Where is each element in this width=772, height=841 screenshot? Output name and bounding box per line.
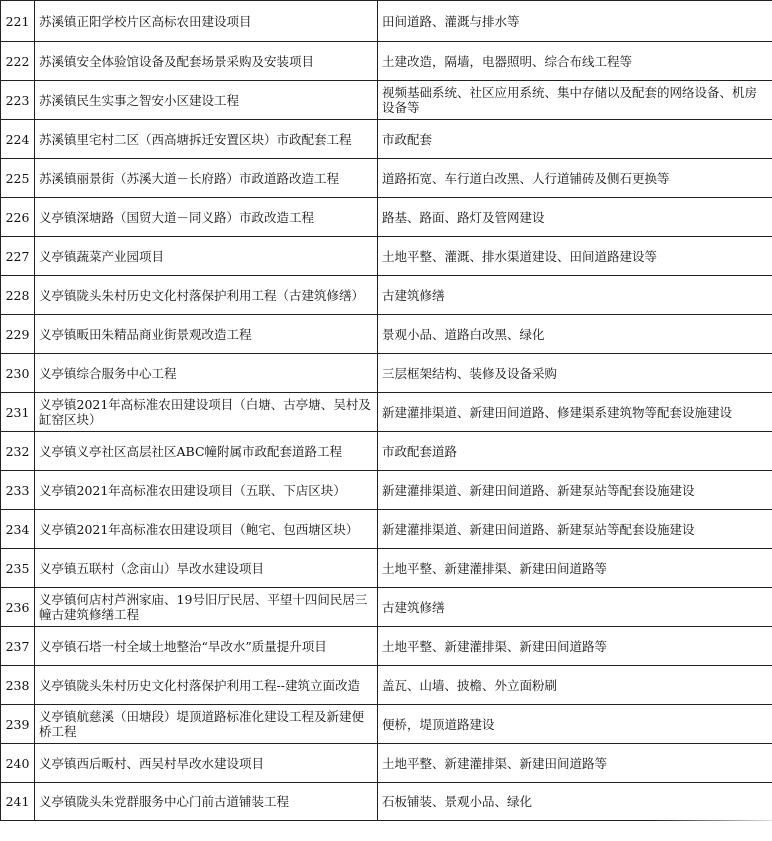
project-name-cell: 苏溪镇丽景街（苏溪大道－长府路）市政道路改造工程	[35, 159, 378, 198]
row-number-cell: 239	[1, 705, 35, 744]
construction-content-cell: 石板铺装、景观小品、绿化	[378, 783, 772, 821]
project-name-cell: 义亭镇五联村（念亩山）旱改水建设项目	[35, 549, 378, 588]
table-row	[1, 42, 772, 81]
project-name-cell: 苏溪镇民生实事之智安小区建设工程	[35, 81, 378, 120]
project-name-cell: 义亭镇深塘路（国贸大道－同义路）市政改造工程	[35, 198, 378, 237]
construction-content-cell: 视频基础系统、社区应用系统、集中存储以及配套的网络设备、机房设备等	[378, 81, 772, 120]
table-row	[1, 705, 772, 744]
table-row	[1, 666, 772, 705]
project-name-cell: 义亭镇综合服务中心工程	[35, 354, 378, 393]
project-name-cell: 义亭镇2021年高标准农田建设项目（五联、下店区块）	[35, 471, 378, 510]
project-name-cell: 义亭镇义亭社区高层社区ABC幢附属市政配套道路工程	[35, 432, 378, 471]
project-name-cell: 义亭镇畈田朱精品商业街景观改造工程	[35, 315, 378, 354]
row-number-cell: 225	[1, 159, 35, 198]
project-name-cell: 义亭镇石塔一村全域土地整治“旱改水”质量提升项目	[35, 627, 378, 666]
project-name-cell: 苏溪镇正阳学校片区高标农田建设项目	[35, 1, 378, 42]
project-name-cell: 义亭镇2021年高标准农田建设项目（鲍宅、包西塘区块）	[35, 510, 378, 549]
row-number-cell: 234	[1, 510, 35, 549]
table-row	[1, 588, 772, 627]
construction-content-cell: 土地平整、灌溉、排水渠道建设、田间道路建设等	[378, 237, 772, 276]
construction-content-cell: 新建灌排渠道、新建田间道路、修建渠系建筑物等配套设施建设	[378, 393, 772, 432]
row-number-cell: 226	[1, 198, 35, 237]
project-name-cell: 苏溪镇安全体验馆设备及配套场景采购及安装项目	[35, 42, 378, 81]
row-number-cell: 221	[1, 1, 35, 42]
construction-content-cell: 景观小品、道路白改黑、绿化	[378, 315, 772, 354]
table-row	[1, 159, 772, 198]
project-name-cell: 义亭镇2021年高标准农田建设项目（白塘、古亭塘、吴村及缸窑区块）	[35, 393, 378, 432]
construction-content-cell: 田间道路、灌溉与排水等	[378, 1, 772, 42]
project-name-cell: 义亭镇航慈溪（田塘段）堤顶道路标准化建设工程及新建便桥工程	[35, 705, 378, 744]
row-number-cell: 228	[1, 276, 35, 315]
table-row	[1, 354, 772, 393]
project-name-cell: 义亭镇西后畈村、西吴村旱改水建设项目	[35, 744, 378, 783]
table-row	[1, 1, 772, 42]
construction-content-cell: 新建灌排渠道、新建田间道路、新建泵站等配套设施建设	[378, 510, 772, 549]
project-name-cell: 义亭镇何店村芦洲家庙、19号旧厅民居、平望十四间民居三幢古建筑修缮工程	[35, 588, 378, 627]
table-row	[1, 237, 772, 276]
table-row	[1, 81, 772, 120]
construction-content-cell: 土建改造，隔墙，电器照明、综合布线工程等	[378, 42, 772, 81]
project-name-cell: 义亭镇陇头朱党群服务中心门前古道铺装工程	[35, 783, 378, 821]
project-table-body	[1, 1, 772, 821]
row-number-cell: 227	[1, 237, 35, 276]
table-row	[1, 393, 772, 432]
table-row	[1, 549, 772, 588]
row-number-cell: 238	[1, 666, 35, 705]
row-number-cell: 236	[1, 588, 35, 627]
construction-content-cell: 市政配套	[378, 120, 772, 159]
construction-content-cell: 路基、路面、路灯及管网建设	[378, 198, 772, 237]
row-number-cell: 231	[1, 393, 35, 432]
row-number-cell: 241	[1, 783, 35, 821]
table-row	[1, 627, 772, 666]
row-number-cell: 230	[1, 354, 35, 393]
row-number-cell: 232	[1, 432, 35, 471]
construction-content-cell: 便桥，堤顶道路建设	[378, 705, 772, 744]
construction-content-cell: 盖瓦、山墙、披檐、外立面粉刷	[378, 666, 772, 705]
project-name-cell: 义亭镇陇头朱村历史文化村落保护利用工程（古建筑修缮）	[35, 276, 378, 315]
table-row	[1, 198, 772, 237]
table-row	[1, 510, 772, 549]
construction-content-cell: 三层框架结构、装修及设备采购	[378, 354, 772, 393]
table-row	[1, 276, 772, 315]
table-row	[1, 120, 772, 159]
table-row	[1, 432, 772, 471]
construction-content-cell: 土地平整、新建灌排渠、新建田间道路等	[378, 549, 772, 588]
construction-content-cell: 古建筑修缮	[378, 276, 772, 315]
table-row	[1, 315, 772, 354]
row-number-cell: 235	[1, 549, 35, 588]
row-number-cell: 229	[1, 315, 35, 354]
construction-content-cell: 土地平整、新建灌排渠、新建田间道路等	[378, 627, 772, 666]
table-row	[1, 471, 772, 510]
construction-content-cell: 土地平整、新建灌排渠、新建田间道路等	[378, 744, 772, 783]
row-number-cell: 237	[1, 627, 35, 666]
row-number-cell: 222	[1, 42, 35, 81]
table-row	[1, 744, 772, 783]
project-name-cell: 义亭镇蔬菜产业园项目	[35, 237, 378, 276]
row-number-cell: 240	[1, 744, 35, 783]
table-row	[1, 783, 772, 821]
construction-content-cell: 道路拓宽、车行道白改黑、人行道铺砖及侧石更换等	[378, 159, 772, 198]
construction-content-cell: 新建灌排渠道、新建田间道路、新建泵站等配套设施建设	[378, 471, 772, 510]
row-number-cell: 224	[1, 120, 35, 159]
row-number-cell: 223	[1, 81, 35, 120]
project-name-cell: 义亭镇陇头朱村历史文化村落保护利用工程--建筑立面改造	[35, 666, 378, 705]
project-name-cell: 苏溪镇里宅村二区（西高塘拆迁安置区块）市政配套工程	[35, 120, 378, 159]
construction-content-cell: 市政配套道路	[378, 432, 772, 471]
construction-content-cell: 古建筑修缮	[378, 588, 772, 627]
row-number-cell: 233	[1, 471, 35, 510]
